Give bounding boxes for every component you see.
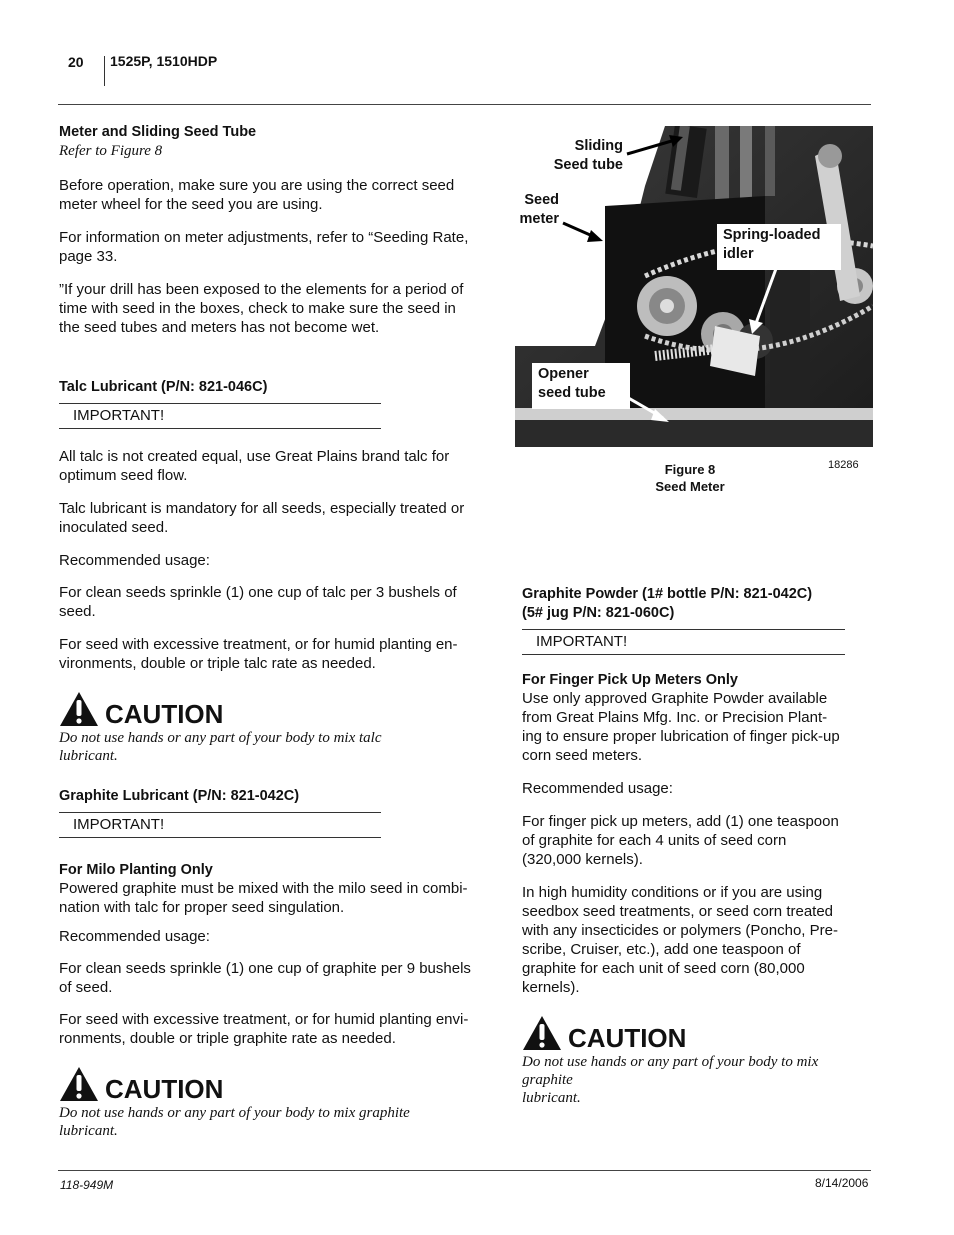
paragraph: Use only approved Graphite Powder available from Great Plains Mfg. Inc. or Precision Plant-ing to ensure proper lubrication of finger pick-up corn seed meters.	[522, 690, 840, 764]
important-box: IMPORTANT!	[59, 812, 381, 838]
model-title: 1525P, 1510HDP	[110, 53, 218, 69]
paragraph: For clean seeds sprinkle (1) one cup of graphite per 9 bushels of seed.	[59, 960, 471, 996]
figure-caption	[640, 461, 740, 495]
callout-opener-seed-tube	[532, 363, 630, 409]
figure-number: Figure 8	[664, 462, 716, 477]
section-title-graphite-powder: Graphite Powder (1# bottle P/N: 821-042C)	[522, 586, 813, 602]
paragraph: Before operation, make sure you are using the correct seed meter wheel for the seed you are using.	[59, 177, 455, 213]
caution-heading	[522, 1015, 847, 1051]
warning-icon	[522, 1015, 562, 1051]
callout-text: Spring-loaded	[723, 227, 821, 243]
caution-title: CAUTION	[105, 699, 224, 729]
paragraph: For seed with excessive treatment, or for humid planting en-vironments, double or triple talc rate as needed.	[59, 636, 458, 672]
section-title-graphite: Graphite Lubricant (P/N: 821-042C)	[59, 788, 300, 804]
figure-title: Seed Meter	[655, 479, 725, 494]
important-box: IMPORTANT!	[522, 629, 845, 655]
warning-icon	[59, 691, 99, 727]
paragraph: For clean seeds sprinkle (1) one cup of talc per 3 bushels of seed.	[59, 584, 457, 620]
paragraph: For seed with excessive treatment, or for humid planting envi-ronments, double or triple graphite rate as needed.	[59, 1011, 469, 1047]
paragraph: Recommended usage:	[59, 552, 210, 569]
callout-text: idler	[723, 246, 754, 262]
figure-reference: Refer to Figure 8	[59, 143, 163, 159]
caution-heading	[59, 691, 469, 727]
paragraph: Talc lubricant is mandatory for all seeds, especially treated or inoculated seed.	[59, 500, 465, 536]
paragraph: For finger pick up meters, add (1) one teaspoon of graphite for each 4 units of seed corn (320,000 kernels).	[522, 813, 839, 868]
document-date: 8/14/2006	[815, 1176, 869, 1190]
left-column	[59, 123, 469, 1140]
caution-title: CAUTION	[105, 1074, 224, 1104]
paragraph: ”If your drill has been exposed to the elements for a period of time with seed in the boxes, check to make sure the seed in the seed tubes and meters has not become wet.	[59, 281, 464, 336]
paragraph: Recommended usage:	[522, 780, 673, 797]
document-number: 118-949M	[60, 1178, 114, 1192]
caution-text: lubricant.	[522, 1090, 581, 1106]
right-column	[522, 585, 847, 1107]
paragraph: Powered graphite must be mixed with the milo seed in combi-nation with talc for proper seed singulation.	[59, 880, 468, 916]
callout-seed-meter	[517, 191, 559, 229]
caution-heading	[59, 1066, 469, 1102]
callout-text: Seed	[524, 192, 559, 208]
subsection-title-finger: For Finger Pick Up Meters Only	[522, 672, 738, 688]
section-title-meter: Meter and Sliding Seed Tube	[59, 124, 257, 140]
paragraph: In high humidity conditions or if you are using seedbox seed treatments, or seed corn treated with any insecticides or polymers (Poncho, Pre-scribe, Cruiser, etc.), add one teaspoon of graphite for each unit of seed corn (80,000 kernels).	[522, 884, 838, 996]
callout-spring-loaded-idler	[717, 224, 841, 270]
subsection-title-milo: For Milo Planting Only	[59, 862, 213, 878]
paragraph: All talc is not created equal, use Great Plains brand talc for optimum seed flow.	[59, 448, 450, 484]
paragraph: For information on meter adjustments, refer to “Seeding Rate, page 33.	[59, 229, 469, 265]
callout-text: Seed tube	[553, 157, 623, 173]
paragraph: Recommended usage:	[59, 928, 210, 945]
caution-title: CAUTION	[568, 1023, 687, 1053]
header-divider	[104, 56, 105, 86]
caution-text: Do not use hands or any part of your body to mix graphite lubricant.	[59, 1105, 410, 1139]
important-box: IMPORTANT!	[59, 403, 381, 429]
photo-id: 18286	[828, 459, 859, 471]
section-title-talc: Talc Lubricant (P/N: 821-046C)	[59, 379, 268, 395]
section-title-graphite-powder-2: (5# jug P/N: 821-060C)	[522, 605, 675, 621]
callout-text: Opener	[538, 366, 589, 382]
callout-text: Sliding	[574, 138, 623, 154]
callout-sliding-seed-tube	[549, 137, 623, 175]
callout-text: seed tube	[538, 385, 606, 401]
caution-text: Do not use hands or any part of your body to mix talc lubricant.	[59, 730, 382, 764]
header-rule	[58, 104, 871, 105]
footer-rule	[58, 1170, 871, 1171]
callout-text: meter	[519, 211, 559, 227]
warning-icon	[59, 1066, 99, 1102]
page-number: 20	[68, 54, 84, 70]
caution-text: graphite	[522, 1072, 573, 1088]
caution-text: Do not use hands or any part of your body to mix	[522, 1054, 819, 1070]
